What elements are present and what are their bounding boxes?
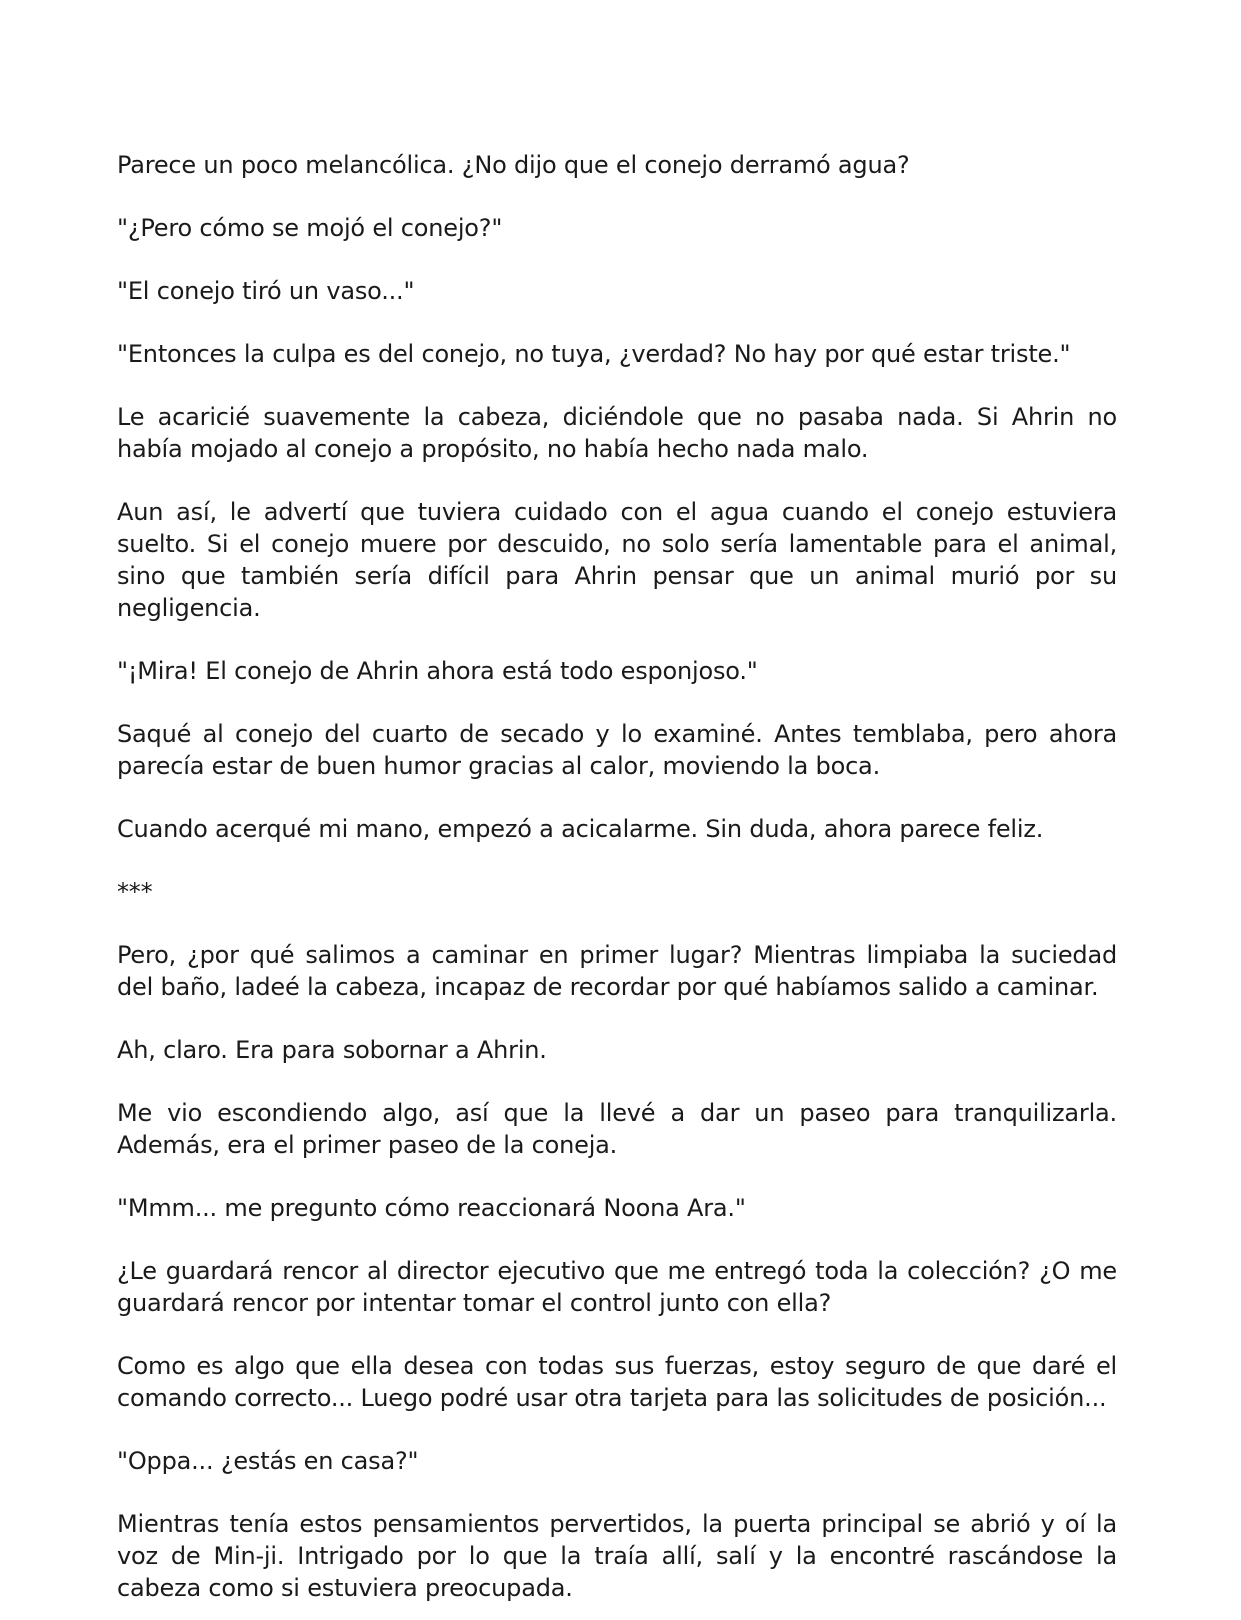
- paragraph-6: Aun así, le advertí que tuviera cuidado con el agua cuando el conejo estuviera suelto. Si el conejo muere por descuido, no solo sería lamentable para el animal, sino que también sería difícil para Ahrin pensar que un animal murió por su negligencia.: [117, 498, 1117, 622]
- paragraph-17: Mientras tenía estos pensamientos pervertidos, la puerta principal se abrió y oí la voz de Min-ji. Intrigado por lo que la traía allí, salí y la encontré rascándose la cabeza como si estuviera preocupada.: [117, 1510, 1117, 1602]
- paragraph-12: Me vio escondiendo algo, así que la llevé a dar un paseo para tranquilizarla. Además, era el primer paseo de la coneja.: [117, 1099, 1117, 1159]
- document-body: [117, 149, 1117, 1620]
- paragraph-14: ¿Le guardará rencor al director ejecutivo que me entregó toda la colección? ¿O me guardará rencor por intentar tomar el control junto con ella?: [117, 1257, 1117, 1317]
- paragraph-7: "¡Mira! El conejo de Ahrin ahora está todo esponjoso.": [117, 657, 758, 685]
- paragraph-10: Pero, ¿por qué salimos a caminar en primer lugar? Mientras limpiaba la suciedad del baño, ladeé la cabeza, incapaz de recordar por qué habíamos salido a caminar.: [117, 941, 1117, 1001]
- paragraph-2: "¿Pero cómo se mojó el conejo?": [117, 214, 503, 242]
- paragraph-13: "Mmm... me pregunto cómo reaccionará Noona Ara.": [117, 1194, 746, 1222]
- paragraph-8: Saqué al conejo del cuarto de secado y lo examiné. Antes temblaba, pero ahora parecía estar de buen humor gracias al calor, moviendo la boca.: [117, 720, 1117, 780]
- paragraph-15: Como es algo que ella desea con todas sus fuerzas, estoy seguro de que daré el comando correcto... Luego podré usar otra tarjeta para las solicitudes de posición...: [117, 1352, 1117, 1412]
- paragraph-11: Ah, claro. Era para sobornar a Ahrin.: [117, 1036, 547, 1064]
- paragraph-16: "Oppa... ¿estás en casa?": [117, 1447, 419, 1475]
- paragraph-4: "Entonces la culpa es del conejo, no tuya, ¿verdad? No hay por qué estar triste.": [117, 340, 1071, 368]
- paragraph-1: Parece un poco melancólica. ¿No dijo que el conejo derramó agua?: [117, 151, 910, 179]
- paragraph-3: "El conejo tiró un vaso...": [117, 277, 415, 305]
- paragraph-5: Le acaricié suavemente la cabeza, diciéndole que no pasaba nada. Si Ahrin no había mojado al conejo a propósito, no había hecho nada malo.: [117, 403, 1117, 463]
- scene-break: ***: [117, 878, 153, 906]
- paragraph-9: Cuando acerqué mi mano, empezó a acicalarme. Sin duda, ahora parece feliz.: [117, 815, 1044, 843]
